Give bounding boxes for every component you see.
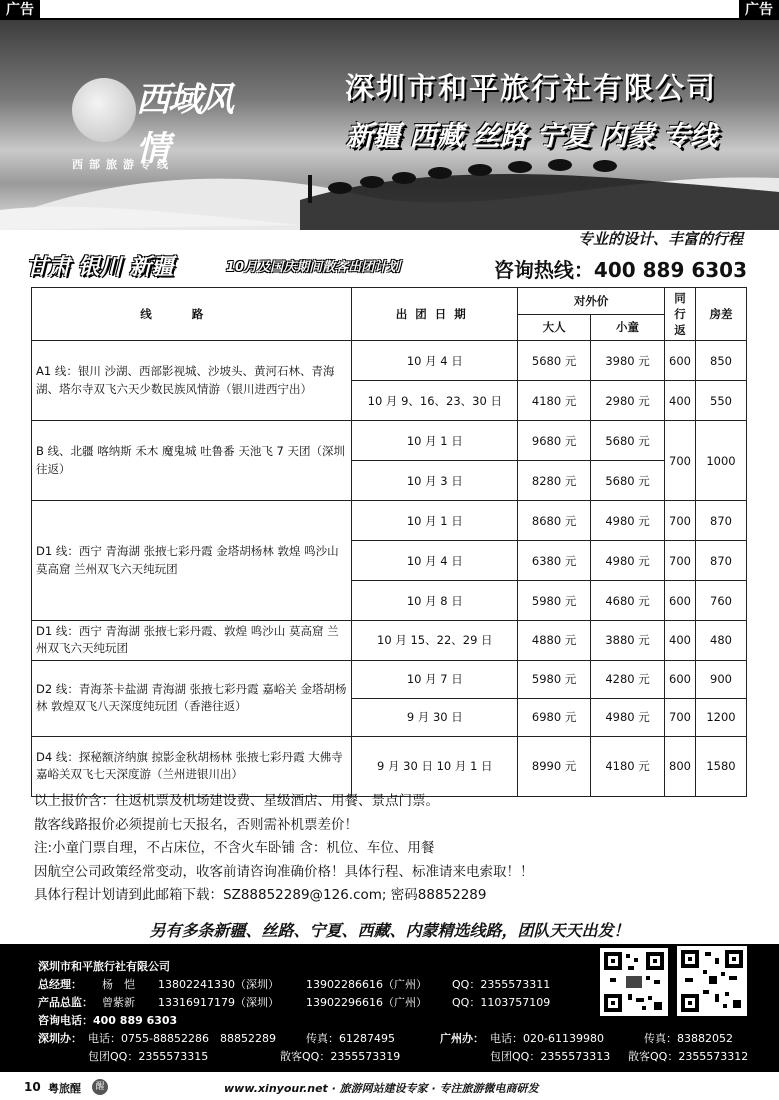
room-cell: 760: [695, 581, 746, 621]
route-cell: A1 线：银川 沙湖、西部影视城、沙坡头、黄河石林、青海湖、塔尔寺双飞六天少数民族风情游（银川进西宁出）: [32, 341, 352, 421]
hotline-label: 咨询热线：: [493, 258, 594, 282]
header-adult: 大人: [518, 314, 591, 341]
gm-label: 总经理：: [38, 978, 82, 991]
ad-label-left: 广告: [0, 0, 40, 20]
notes: [34, 790, 534, 908]
pm-name: 曾紫新: [102, 996, 135, 1009]
sz-office-qq2: 散客QQ：2355573319: [280, 1050, 401, 1063]
footer: [0, 1074, 779, 1100]
child-price-cell: 2980 元: [591, 381, 665, 421]
child-price-cell: 3880 元: [591, 621, 665, 661]
peer-cell: 600: [665, 581, 696, 621]
child-price-cell: 4980 元: [591, 541, 665, 581]
website-qr-icon: [677, 946, 747, 1016]
child-price-cell: 4180 元: [591, 736, 665, 796]
child-price-cell: 4280 元: [591, 660, 665, 698]
room-cell: 1200: [695, 698, 746, 736]
adult-price-cell: 8680 元: [518, 501, 591, 541]
pm-qq: QQ：1103757109: [452, 996, 551, 1009]
table-row: [32, 621, 747, 661]
table-header-row: [32, 288, 747, 315]
table-row: [32, 341, 747, 381]
table-row: [32, 736, 747, 796]
peer-cell: 400: [665, 621, 696, 661]
date-cell: 9 月 30 日: [352, 698, 518, 736]
child-price-cell: 5680 元: [591, 461, 665, 501]
route-cell: D1 线：西宁 青海湖 张掖七彩丹霞 金塔胡杨林 敦煌 鸣沙山 莫高窟 兰州双飞六天纯玩团: [32, 501, 352, 621]
company-name: 深圳市和平旅行社有限公司: [344, 71, 717, 105]
room-cell: 870: [695, 541, 746, 581]
header-room: 房差: [695, 288, 746, 341]
date-cell: 9 月 30 日 10 月 1 日: [352, 736, 518, 796]
header-route: 线路: [32, 288, 352, 341]
logo-moon: [72, 78, 136, 142]
logo-art: 西域风情: [136, 80, 232, 169]
sz-office-qq: 包团QQ：2355573315: [88, 1050, 209, 1063]
header-date: 出团日期: [352, 288, 518, 341]
adult-price-cell: 5980 元: [518, 660, 591, 698]
contact-panel: [0, 944, 779, 1072]
page-number: 10: [24, 1080, 41, 1094]
title-strip: [22, 250, 757, 284]
table-row: [32, 660, 747, 698]
note-line: 以上报价含：往返机票及机场建设费、星级酒店、用餐、景点门票。: [34, 793, 439, 809]
peer-cell: 700: [665, 501, 696, 541]
room-cell: 870: [695, 501, 746, 541]
pm-label: 产品总监：: [38, 996, 93, 1009]
room-cell: 1000: [695, 421, 746, 501]
adult-price-cell: 8990 元: [518, 736, 591, 796]
header-child: 小童: [591, 314, 665, 341]
route-table: [31, 287, 747, 797]
gz-office-tel: 电话：020-61139980: [490, 1032, 604, 1045]
adult-price-cell: 4880 元: [518, 621, 591, 661]
gm-phone-sz: 13802241330（深圳）: [158, 978, 279, 991]
pm-phone-sz: 13316917179（深圳）: [158, 996, 279, 1009]
gm-name: 杨 恺: [102, 978, 135, 991]
contact-company: 深圳市和平旅行社有限公司: [38, 960, 170, 973]
room-cell: 480: [695, 621, 746, 661]
room-cell: 850: [695, 341, 746, 381]
adult-price-cell: 5980 元: [518, 581, 591, 621]
sz-office-label: 深圳办：: [38, 1032, 82, 1045]
date-cell: 10 月 4 日: [352, 541, 518, 581]
child-price-cell: 4980 元: [591, 501, 665, 541]
route-cell: D4 线：探秘额济纳旗 掠影金秋胡杨林 张掖七彩丹霞 大佛寺 嘉峪关双飞七天深度游（兰州进银川出）: [32, 736, 352, 796]
date-cell: 10 月 7 日: [352, 660, 518, 698]
date-cell: 10 月 9、16、23、30 日: [352, 381, 518, 421]
note-line: 注:小童门票自理，不占床位，不含火车卧铺 含：机位、车位、用餐: [34, 840, 435, 856]
date-cell: 10 月 1 日: [352, 421, 518, 461]
date-cell: 10 月 3 日: [352, 461, 518, 501]
peer-cell: 600: [665, 660, 696, 698]
header-peer: 同行返: [665, 288, 696, 341]
footer-text: www.xinyour.net · 旅游网站建设专家 · 专注旅游微电商研发: [224, 1082, 539, 1095]
gm-phone-gz: 13902286616（广州）: [306, 978, 427, 991]
adult-price-cell: 9680 元: [518, 421, 591, 461]
child-price-cell: 4680 元: [591, 581, 665, 621]
date-cell: 10 月 4 日: [352, 341, 518, 381]
child-price-cell: 3980 元: [591, 341, 665, 381]
peer-cell: 700: [665, 421, 696, 501]
table-row: [32, 501, 747, 541]
room-cell: 1580: [695, 736, 746, 796]
hotline-number: 400 889 6303: [593, 258, 747, 282]
peer-cell: 700: [665, 541, 696, 581]
gz-office-qq2: 散客QQ：2355573312: [628, 1050, 749, 1063]
wechat-qr-icon: [600, 948, 668, 1016]
ad-label-right: 广告: [739, 0, 779, 20]
peer-cell: 400: [665, 381, 696, 421]
note-line: 具体行程计划请到此邮箱下载：SZ88852289@126.com; 密码88852289: [34, 887, 487, 903]
adult-price-cell: 6380 元: [518, 541, 591, 581]
gz-office-qq: 包团QQ：2355573313: [490, 1050, 611, 1063]
route-cell: D2 线：青海茶卡盐湖 青海湖 张掖七彩丹霞 嘉峪关 金塔胡杨林 敦煌双飞八天深度纯玩团（香港往返）: [32, 660, 352, 736]
banner: [0, 20, 779, 230]
peer-cell: 700: [665, 698, 696, 736]
date-cell: 10 月 8 日: [352, 581, 518, 621]
contact-hotline: 咨询电话：400 889 6303: [38, 1014, 178, 1027]
peer-cell: 600: [665, 341, 696, 381]
specialty-lines: 新疆 西藏 丝路 宁夏 内蒙 专线: [346, 121, 717, 152]
more-routes: 另有多条新疆、丝路、宁夏、西藏、内蒙精选线路，团队天天出发！: [149, 921, 630, 940]
magazine-name: 粤旅醒: [48, 1082, 81, 1095]
logo-subtitle: 西部旅游专线: [72, 158, 174, 171]
table-row: [32, 421, 747, 461]
sz-office-tel: 电话：0755-88852286 88852289: [88, 1032, 276, 1045]
gz-office-label: 广州办：: [440, 1032, 484, 1045]
adult-price-cell: 5680 元: [518, 341, 591, 381]
adult-price-cell: 8280 元: [518, 461, 591, 501]
room-cell: 900: [695, 660, 746, 698]
date-cell: 10 月 1 日: [352, 501, 518, 541]
child-price-cell: 5680 元: [591, 421, 665, 461]
adult-price-cell: 4180 元: [518, 381, 591, 421]
pm-phone-gz: 13902296616（广州）: [306, 996, 427, 1009]
gz-office-fax: 传真：83882052: [644, 1032, 733, 1045]
child-price-cell: 4980 元: [591, 698, 665, 736]
sz-office-fax: 传真：61287495: [306, 1032, 395, 1045]
logo: [66, 60, 236, 180]
note-line: 散客线路报价必须提前七天报名，否则需补机票差价！: [34, 816, 358, 833]
magazine-logo-icon: 醒: [92, 1079, 108, 1095]
title-sub: 10月及国庆期间散客出团计划: [226, 260, 401, 275]
hotline: [494, 254, 747, 283]
slogan: 专业的设计、丰富的行程: [577, 230, 743, 248]
gm-qq: QQ：2355573311: [452, 978, 551, 991]
header-price: 对外价: [518, 288, 665, 315]
note-line: 因航空公司政策经常变动，收客前请咨询准确价格！具体行程、标准请来电索取！！: [34, 863, 534, 880]
room-cell: 550: [695, 381, 746, 421]
date-cell: 10 月 15、22、29 日: [352, 621, 518, 661]
title-main: 甘肃 银川 新疆: [26, 255, 174, 280]
adult-price-cell: 6980 元: [518, 698, 591, 736]
peer-cell: 800: [665, 736, 696, 796]
route-cell: B 线、北疆 喀纳斯 禾木 魔鬼城 吐鲁番 天池飞 7 天团（深圳往返）: [32, 421, 352, 501]
route-cell: D1 线：西宁 青海湖 张掖七彩丹霞、敦煌 鸣沙山 莫高窟 兰州双飞六天纯玩团: [32, 621, 352, 661]
